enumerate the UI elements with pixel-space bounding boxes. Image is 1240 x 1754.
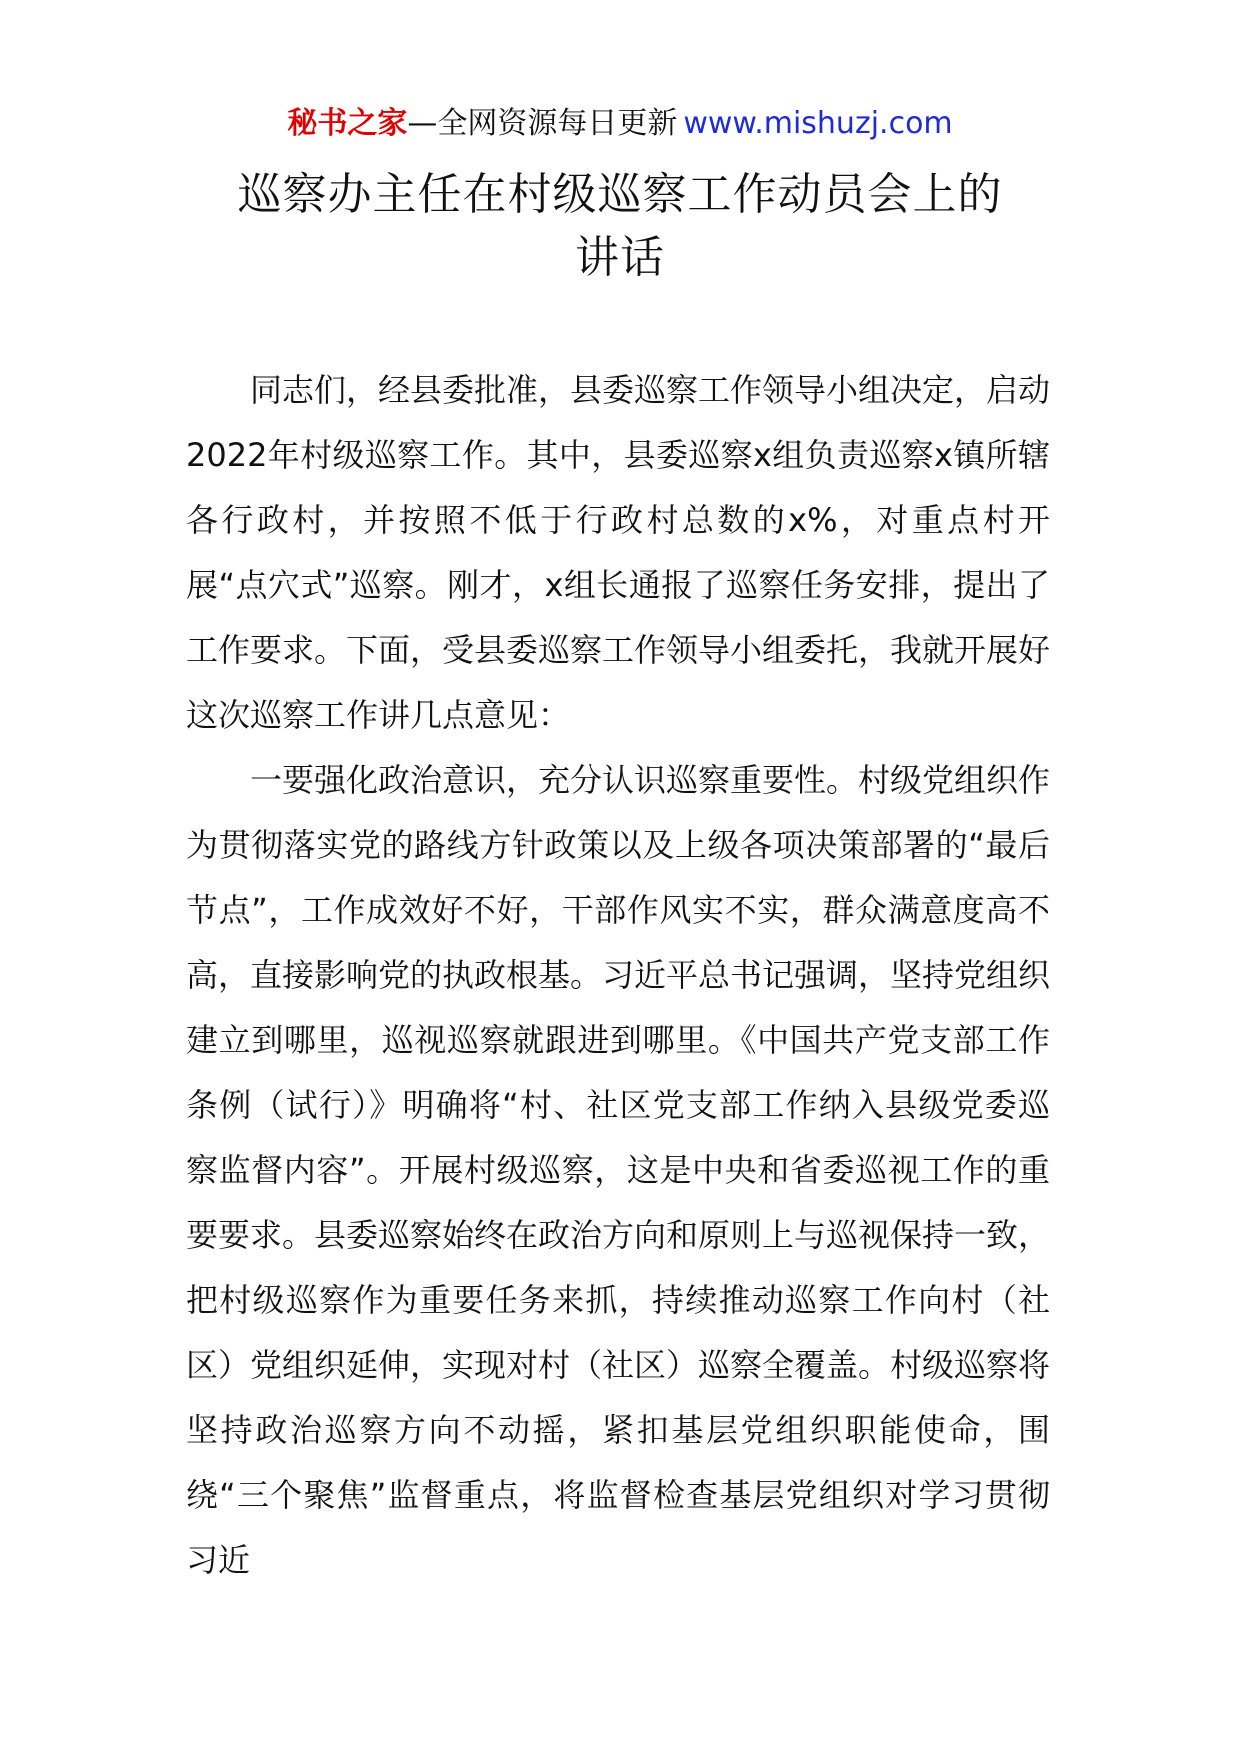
site-url-link[interactable]: www.mishuzj.com — [683, 106, 953, 141]
title-line-1: 巡察办主任在村级巡察工作动员会上的 — [237, 169, 1003, 220]
paragraph-point-one: 一要强化政治意识，充分认识巡察重要性。村级党组织作为贯彻落实党的路线方针政策以及上级各项决策部署的“最后节点”，工作成效好不好，干部作风实不实，群众满意度高不高，直接影响党的执政根基。习近平总书记强调，坚持党组织建立到哪里，巡视巡察就跟进到哪里。《中国共产党支部工作条例（试行）》明确将“村、社区党支部工作纳入县级党委巡察监督内容”。开展村级巡察，这是中央和省委巡视工作的重要要求。县委巡察始终在政治方向和原则上与巡视保持一致，把村级巡察作为重要任务来抓，持续推动巡察工作向村（社区）党组织延伸，实现对村（社区）巡察全覆盖。村级巡察将坚持政治巡察方向不动摇，紧扣基层党组织职能使命，围绕“三个聚焦”监督重点，将监督检查基层党组织对学习贯彻习近 — [186, 761, 1051, 1579]
site-tagline: —全网资源每日更新 — [407, 106, 678, 141]
paragraph-intro: 同志们，经县委批准，县委巡察工作领导小组决定，启动2022年村级巡察工作。其中，县委巡察x组负责巡察x镇所辖各行政村，并按照不低于行政村总数的x%，对重点村开展“点穴式”巡察。刚才，x组长通报了巡察任务安排，提出了工作要求。下面，受县委巡察工作领导小组委托，我就开展好这次巡察工作讲几点意见： — [186, 371, 1051, 734]
site-brand: 秘书之家 — [287, 106, 408, 141]
document-body — [186, 358, 1050, 1593]
title-line-2: 讲话 — [575, 232, 665, 283]
document-title — [180, 163, 1060, 289]
site-banner — [0, 104, 1240, 144]
